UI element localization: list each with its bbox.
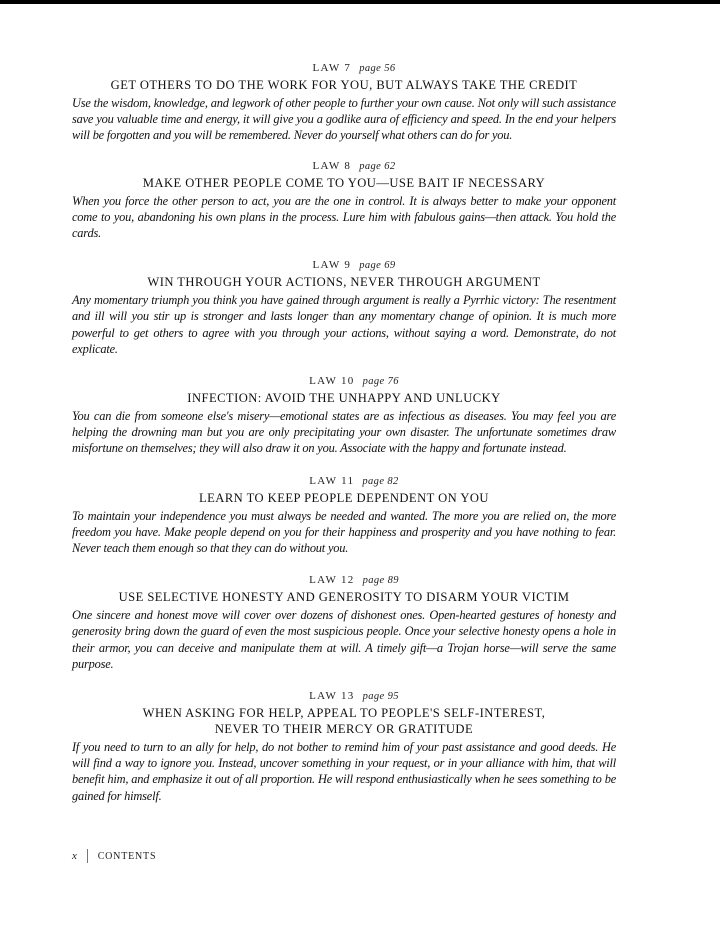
law-page-ref: page 76 bbox=[362, 376, 399, 388]
law-title: MAKE OTHER PEOPLE COME TO YOU—USE BAIT IF NECESSARY bbox=[142, 175, 546, 190]
law-label: LAW 9 bbox=[312, 259, 352, 272]
law-summary: Any momentary triumph you think you have gained through argument is really a Pyrrhic victory: The resentment and ill will you stir up is stronger and lasts longer than any momentary change of opinion. It is much more powerful to get others to agree with you through your actions, without saying a word. Demonstrate, do not explicate. bbox=[72, 293, 616, 356]
law-heading bbox=[92, 160, 616, 172]
law-entry-12 bbox=[72, 574, 616, 672]
law-summary: To maintain your independence you must always be needed and wanted. The more you are relied on, the more freedom you have. Make people depend on you for their happiness and prosperity and you have nothing to fear. Never teach them enough so that they can do without you. bbox=[72, 508, 616, 556]
law-summary: Use the wisdom, knowledge, and legwork of other people to further your own cause. Not only will such assistance save you valuable time and energy, it will give you a godlike aura of efficiency and speed. In the end your helpers will be forgotten and you will be remembered. Never do yourself what others can do for you. bbox=[72, 96, 616, 143]
law-title-line-1: WHEN ASKING FOR HELP, APPEAL TO PEOPLE'S SELF-INTEREST, bbox=[142, 706, 546, 721]
law-heading bbox=[92, 62, 616, 74]
law-page-ref: page 69 bbox=[359, 260, 396, 272]
law-summary: One sincere and honest move will cover over dozens of dishonest ones. Open-hearted gestures of honesty and generosity bring down the guard of even the most suspicious people. Once your selective honesty opens a hole in their armor, you can deceive and manipulate them at will. A timely gift—a Trojan horse—will serve the same purpose. bbox=[72, 608, 616, 671]
law-entry-11 bbox=[72, 475, 616, 557]
top-border-rule bbox=[0, 0, 720, 4]
law-title: INFECTION: AVOID THE UNHAPPY AND UNLUCKY bbox=[187, 391, 501, 406]
law-heading bbox=[92, 475, 616, 487]
law-heading bbox=[92, 690, 616, 702]
law-label: LAW 13 bbox=[309, 690, 355, 703]
law-label: LAW 7 bbox=[312, 62, 352, 74]
law-heading bbox=[92, 375, 616, 387]
law-label: LAW 10 bbox=[309, 375, 355, 388]
law-title: USE SELECTIVE HONESTY AND GENEROSITY TO DISARM YOUR VICTIM bbox=[118, 590, 570, 605]
law-page-ref: page 82 bbox=[362, 475, 399, 487]
law-title: LEARN TO KEEP PEOPLE DEPENDENT ON YOU bbox=[199, 490, 489, 505]
law-entry-13 bbox=[72, 690, 616, 804]
law-label: LAW 12 bbox=[309, 574, 355, 587]
law-summary: You can die from someone else's misery—emotional states are as infectious as diseases. You may feel you are helping the drowning man but you are only precipitating your own disaster. The unfortunate sometimes draw misfortune on themselves; they will also draw it on you. Associate with the happy and fortunate instead. bbox=[72, 409, 616, 456]
running-section-title: CONTENTS bbox=[97, 850, 157, 862]
law-title: GET OTHERS TO DO THE WORK FOR YOU, BUT ALWAYS TAKE THE CREDIT bbox=[110, 78, 578, 92]
law-entry-9 bbox=[72, 259, 616, 357]
law-page-ref: page 62 bbox=[359, 160, 396, 172]
contents-page bbox=[72, 62, 616, 804]
law-title-line-2: NEVER TO THEIR MERCY OR GRATITUDE bbox=[214, 722, 474, 737]
law-page-ref: page 56 bbox=[359, 63, 396, 74]
page-number: x bbox=[72, 850, 78, 862]
law-entry-10 bbox=[72, 375, 616, 457]
law-heading bbox=[92, 259, 616, 271]
law-title: WIN THROUGH YOUR ACTIONS, NEVER THROUGH ARGUMENT bbox=[147, 275, 541, 290]
law-entry-7 bbox=[72, 62, 616, 144]
footer-divider bbox=[87, 849, 88, 863]
law-heading bbox=[92, 574, 616, 586]
law-entry-8 bbox=[72, 160, 616, 242]
law-summary: When you force the other person to act, you are the one in control. It is always better to make your opponent come to you, abandoning his own plans in the process. Lure him with fabulous gains—then attack. You hold the cards. bbox=[72, 193, 616, 241]
law-label: LAW 11 bbox=[309, 474, 355, 487]
law-label: LAW 8 bbox=[312, 159, 352, 172]
law-page-ref: page 89 bbox=[362, 575, 399, 587]
law-summary: If you need to turn to an ally for help, do not bother to remind him of your past assistance and good deeds. He will find a way to ignore you. Instead, uncover something in your request, or in your alliance with him, that will benefit him, and emphasize it out of all proportion. He will respond enthusiastically when he sees something to be gained for himself. bbox=[72, 740, 616, 803]
page-footer bbox=[72, 849, 156, 863]
law-page-ref: page 95 bbox=[362, 691, 399, 703]
